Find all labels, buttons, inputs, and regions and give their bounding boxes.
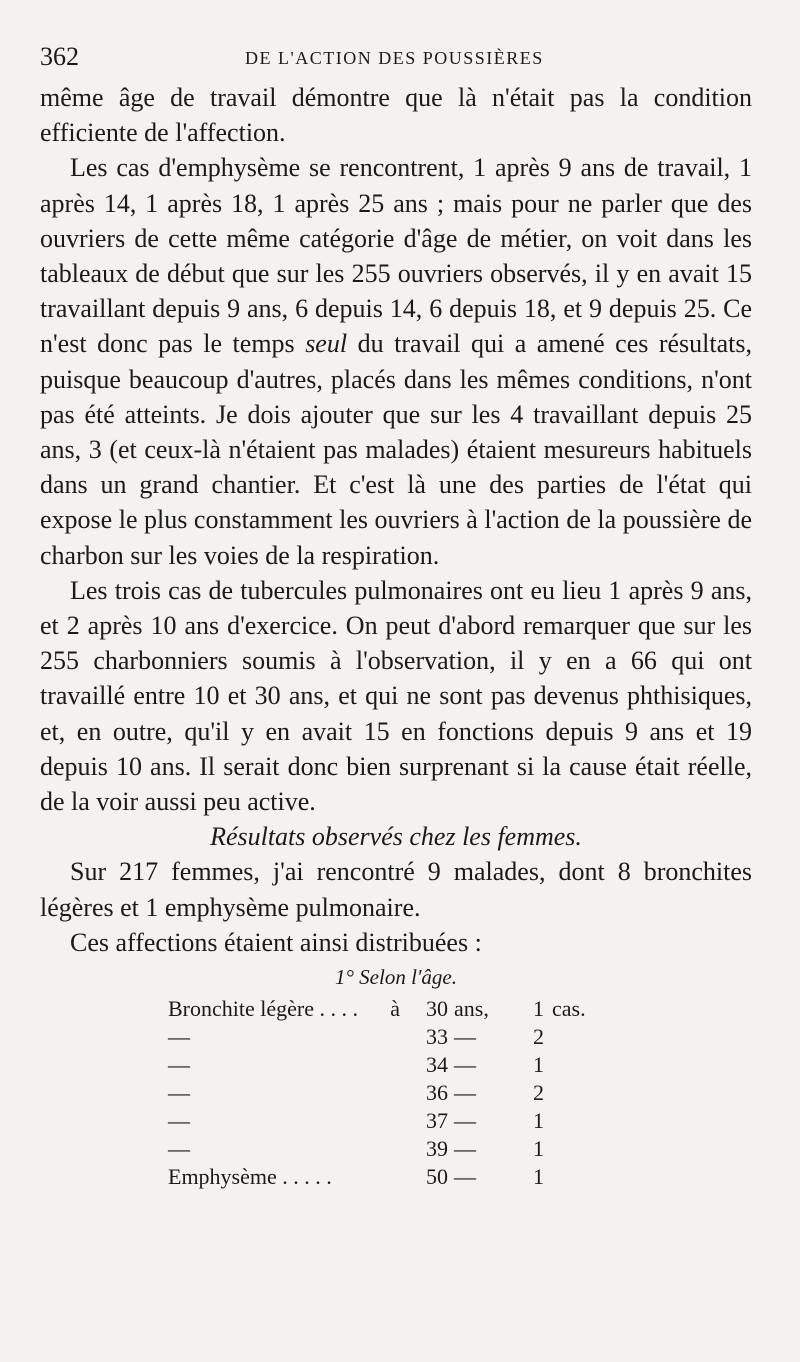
distribution-suffix bbox=[544, 1135, 586, 1163]
distribution-count: 2 bbox=[533, 1024, 544, 1050]
distribution-unit: — bbox=[454, 1136, 476, 1162]
distribution-unit: — bbox=[454, 1164, 476, 1190]
paragraph: Les trois cas de tubercules pulmonaires ont eu lieu 1 après 9 ans, et 2 après 10 ans d'exercice. On peut d'abord remarquer que sur les 255 charbonniers soumis à l'observation, il y en a 66 qui ont travaillé entre 10 et 30 ans, et qui ne sont pas devenus phthisiques, et, en outre, qu'il y en avait 15 en fonctions depuis 9 ans et 19 depuis 10 ans. Il serait donc bien surprenant si la cause était réelle, de la voir aussi peu active. bbox=[40, 575, 752, 817]
distribution-table bbox=[168, 995, 586, 1191]
distribution-prep bbox=[378, 1107, 400, 1135]
paragraph: même âge de travail démontre que là n'était pas la condition efficiente de l'affection. bbox=[40, 83, 752, 148]
distribution-suffix bbox=[544, 1023, 586, 1051]
distribution-age: 34 bbox=[426, 1052, 448, 1078]
paragraph bbox=[40, 150, 752, 572]
body-text bbox=[40, 80, 752, 1191]
distribution-row bbox=[168, 1051, 586, 1079]
running-head: DE L'ACTION DES POUSSIÈRES bbox=[245, 48, 544, 68]
distribution-row bbox=[168, 1107, 586, 1135]
distribution-unit: — bbox=[454, 1108, 476, 1134]
distribution-age: 30 bbox=[426, 996, 448, 1022]
distribution-unit: — bbox=[454, 1080, 476, 1106]
distribution-count: 1 bbox=[533, 1108, 544, 1134]
distribution-row bbox=[168, 995, 586, 1023]
distribution-unit: — bbox=[454, 1052, 476, 1078]
distribution-prep: à bbox=[390, 996, 400, 1022]
distribution-prep bbox=[378, 1135, 400, 1163]
distribution-count: 1 bbox=[533, 1136, 544, 1162]
distribution-prep bbox=[378, 1163, 400, 1191]
distribution-label: — bbox=[168, 1108, 190, 1134]
distribution-count: 1 bbox=[533, 1052, 544, 1078]
sub-title: 1° Selon l'âge. bbox=[335, 965, 457, 990]
distribution-age: 33 bbox=[426, 1024, 448, 1050]
distribution-label: — bbox=[168, 1080, 190, 1106]
distribution-row bbox=[168, 1163, 586, 1191]
distribution-row bbox=[168, 1079, 586, 1107]
distribution-label: — bbox=[168, 1136, 190, 1162]
distribution-count: 2 bbox=[533, 1080, 544, 1106]
distribution-age: 50 bbox=[426, 1164, 448, 1190]
distribution-age: 36 bbox=[426, 1080, 448, 1106]
distribution-row bbox=[168, 1023, 586, 1051]
distribution-suffix bbox=[544, 1079, 586, 1107]
distribution-prep bbox=[378, 1051, 400, 1079]
distribution-count: 1 bbox=[533, 996, 544, 1022]
distribution-row bbox=[168, 1135, 586, 1163]
paragraph: Sur 217 femmes, j'ai rencontré 9 malades, dont 8 bronchites légères et 1 emphysème pulmonaire. bbox=[40, 857, 752, 922]
distribution-suffix: cas. bbox=[552, 996, 586, 1022]
distribution-unit: — bbox=[454, 1024, 476, 1050]
distribution-prep bbox=[378, 1079, 400, 1107]
distribution-label: Bronchite légère . . . . bbox=[168, 996, 358, 1022]
distribution-label: Emphysème . . . . . bbox=[168, 1164, 332, 1190]
distribution-unit: ans, bbox=[454, 996, 489, 1022]
distribution-age: 39 bbox=[426, 1136, 448, 1162]
paragraph-text: Les cas d'emphysème se rencontrent, 1 après 9 ans de travail, 1 après 14, 1 après 18, 1 après 25 ans ; mais pour ne parler que des ouvriers de cette même catégorie d'âge de métier, on voit dans les tableaux de début que sur les 255 ouvriers observés, il y en avait 15 travaillant depuis 9 ans, 6 depuis 14, 6 depuis 18, et 9 depuis 25. Ce n'est donc pas le temps bbox=[40, 153, 752, 359]
distribution-count: 1 bbox=[533, 1164, 544, 1190]
paragraph: Ces affections étaient ainsi distribuées : bbox=[70, 927, 482, 957]
distribution-suffix bbox=[544, 1051, 586, 1079]
paragraph-text: du travail qui a amené ces résultats, puisque beaucoup d'autres, placés dans les mêmes conditions, n'ont pas été atteints. Je dois ajouter que sur les 4 travaillant depuis 25 ans, 3 (et ceux-là n'étaient pas malades) étaient mesureurs habituels dans un grand chantier. Et c'est là une des parties de l'état qui expose le plus constamment les ouvriers à l'action de la poussière de charbon sur les voies de la respiration. bbox=[40, 329, 753, 570]
emphasis: seul bbox=[305, 329, 348, 359]
distribution-label: — bbox=[168, 1052, 190, 1078]
section-title: Résultats observés chez les femmes. bbox=[210, 822, 582, 852]
distribution-prep bbox=[378, 1023, 400, 1051]
page-number: 362 bbox=[40, 42, 79, 71]
distribution-label: — bbox=[168, 1024, 190, 1050]
distribution-suffix bbox=[544, 1107, 586, 1135]
page-header bbox=[40, 38, 760, 74]
distribution-suffix bbox=[544, 1163, 586, 1191]
distribution-age: 37 bbox=[426, 1108, 448, 1134]
